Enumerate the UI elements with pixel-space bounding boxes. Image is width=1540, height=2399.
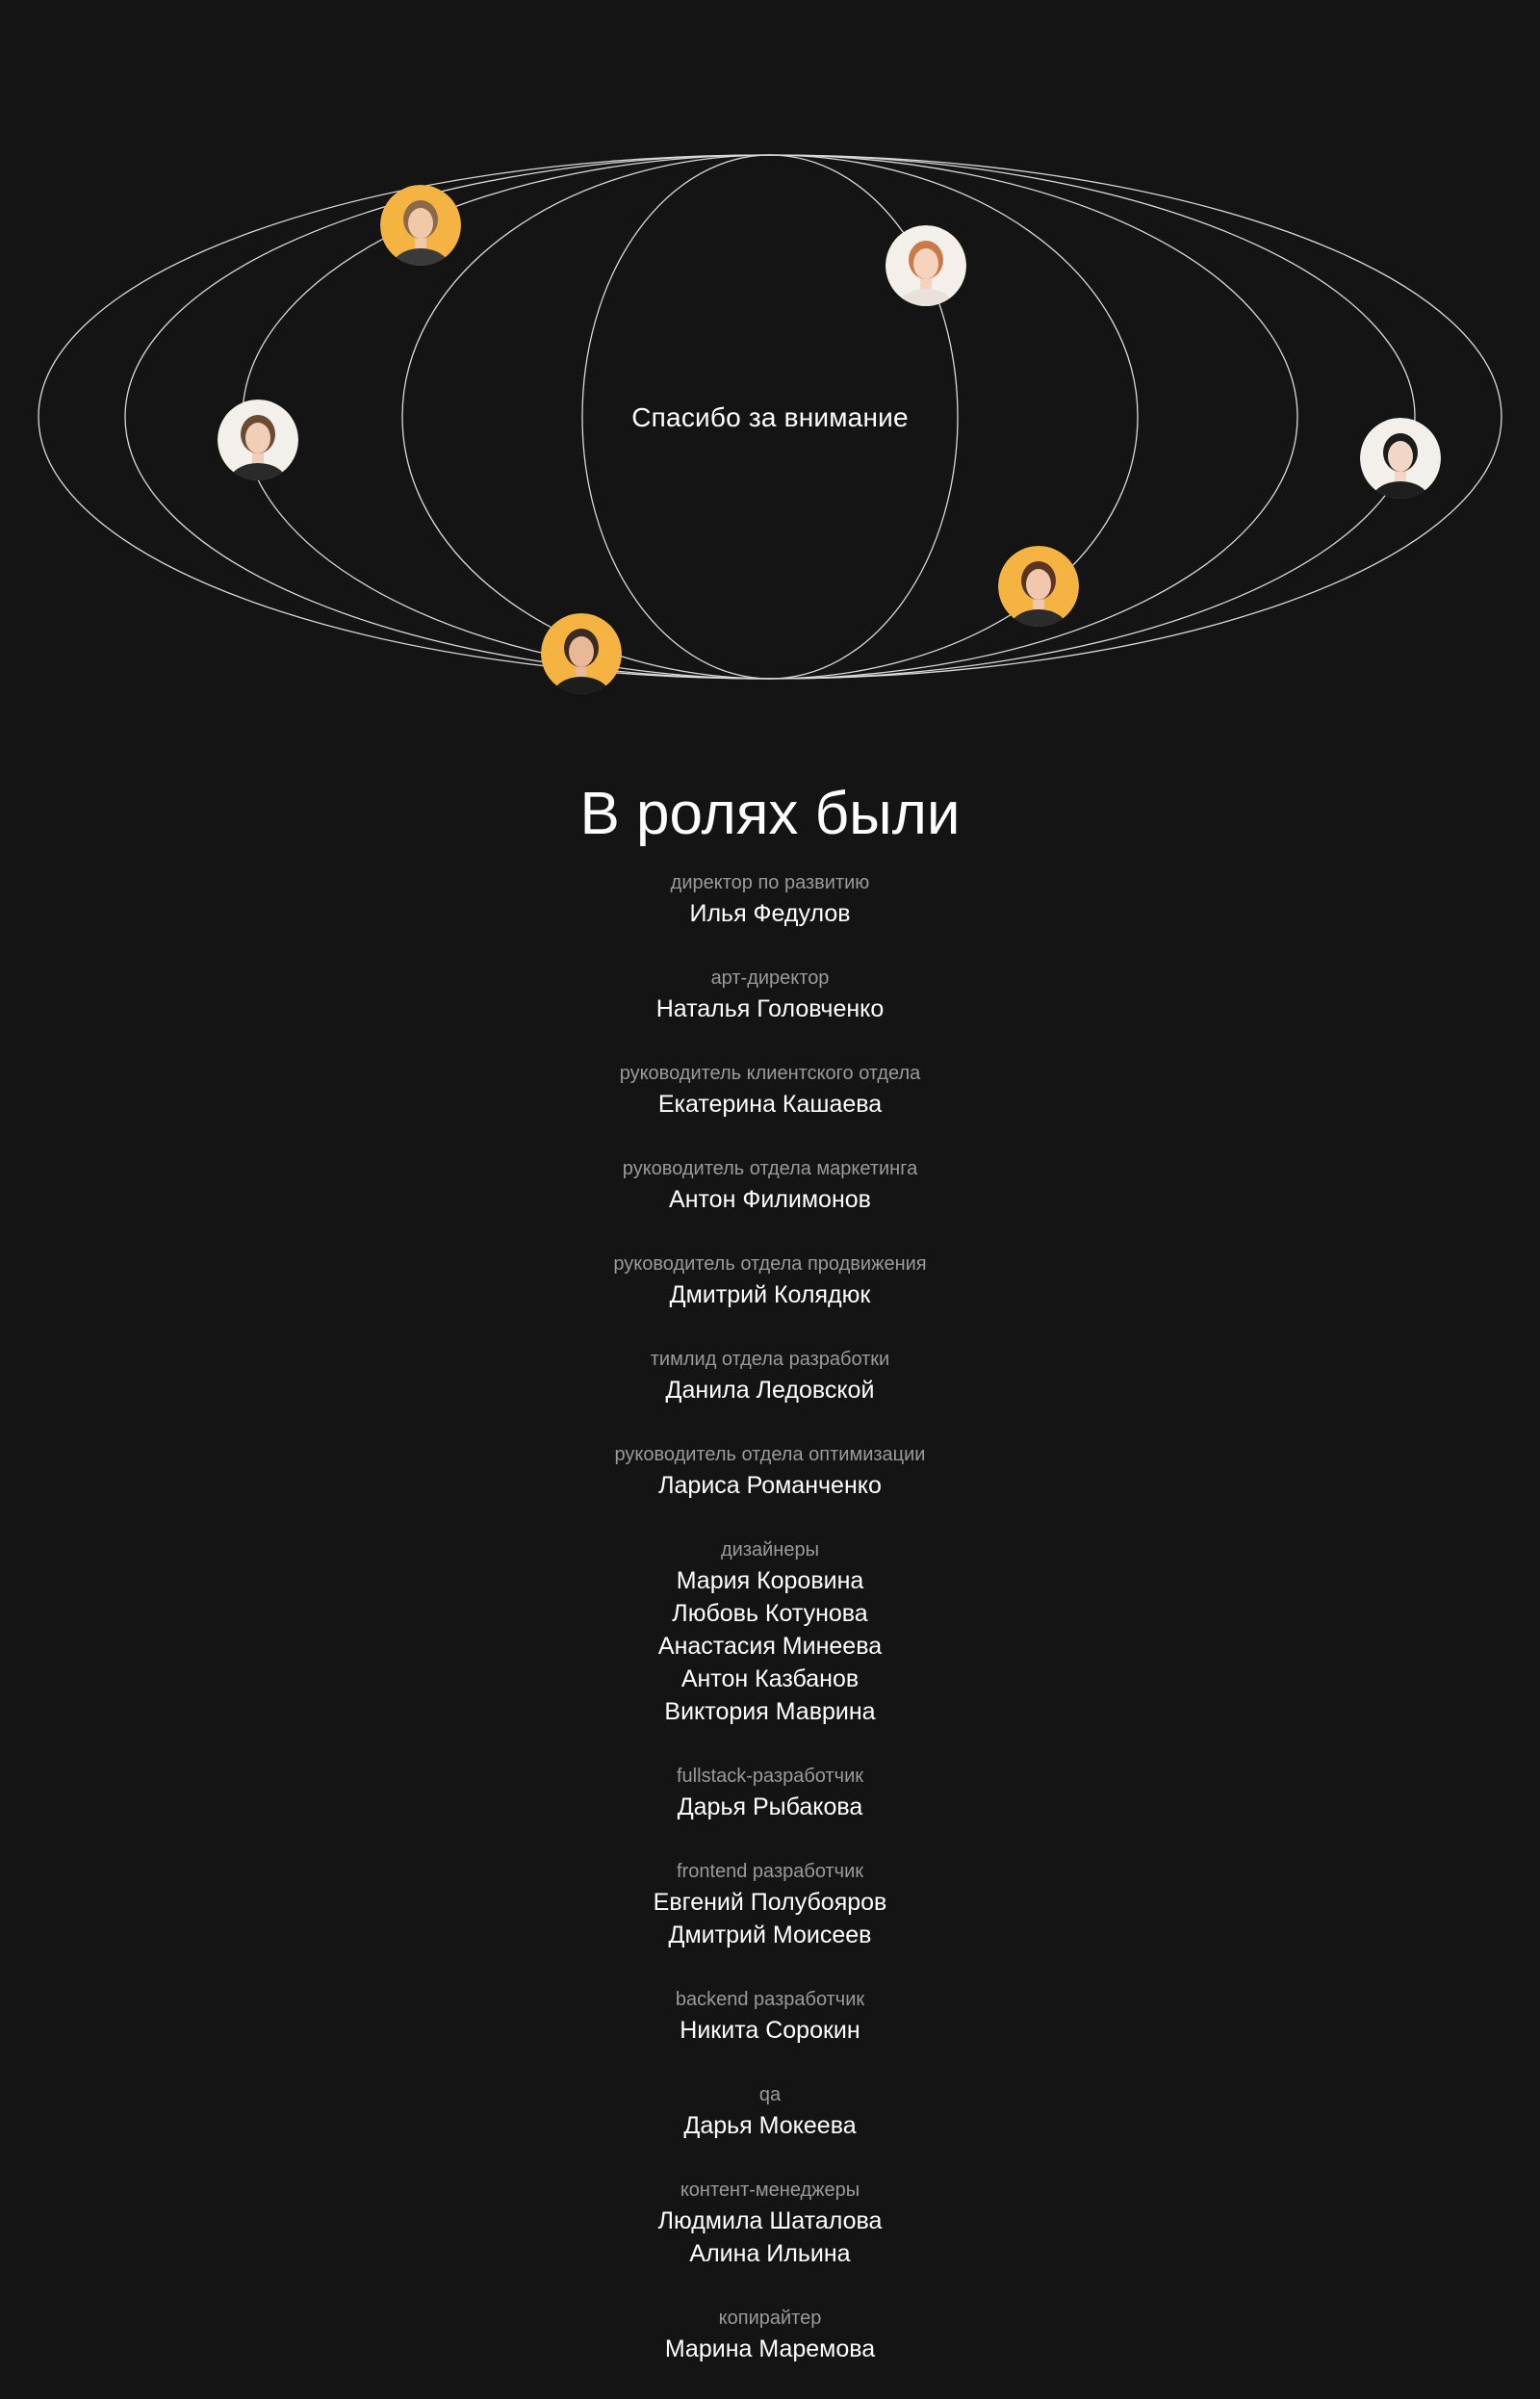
person-name: Илья Федулов (689, 900, 851, 927)
avatar-photo (998, 546, 1079, 627)
person-name: Екатерина Кашаева (657, 1091, 883, 1118)
person-name: Наталья Головченко (655, 995, 885, 1022)
role-label: backend разработчик (675, 1989, 865, 2010)
person-name: Антон Филимонов (669, 1186, 871, 1213)
credit-entry (0, 868, 1540, 930)
role-label: руководитель отдела продвижения (613, 1253, 927, 1275)
person-name: Евгений Полубояров (653, 1889, 887, 1916)
person-portrait-icon (886, 225, 966, 306)
role-label: frontend разработчик (676, 1861, 864, 1882)
credit-entry (0, 2176, 1540, 2270)
person-name: Виктория Маврина (664, 1698, 876, 1725)
avatar-photo (886, 225, 966, 306)
credit-entry (0, 1985, 1540, 2047)
person-name: Алина Ильина (689, 2240, 851, 2267)
person-name: Дарья Мокеева (683, 2112, 857, 2139)
person-name: Лариса Романченко (658, 1472, 882, 1499)
person-name: Дарья Рыбакова (677, 1793, 863, 1820)
credit-entry (0, 2304, 1540, 2365)
person-portrait-icon (218, 400, 298, 480)
person-portrait-icon (1360, 418, 1441, 499)
credit-entry (0, 1535, 1540, 1728)
role-label: контент-менеджеры (680, 2180, 860, 2201)
credits-section (0, 770, 1540, 2399)
avatar-photo (541, 613, 622, 694)
person-name: Данила Ледовской (665, 1377, 875, 1404)
person-portrait-icon (380, 185, 461, 266)
person-name: Никита Сорокин (680, 2017, 860, 2044)
credit-entry (0, 1345, 1540, 1406)
role-label: fullstack-разработчик (677, 1766, 863, 1787)
thank-you-text: Спасибо за внимание (631, 402, 909, 432)
person-name: Марина Маремова (664, 2335, 876, 2362)
role-label: руководитель отдела маркетинга (622, 1158, 918, 1179)
person-name: Дмитрий Колядюк (669, 1281, 871, 1308)
person-name: Антон Казбанов (680, 1665, 860, 1692)
role-label: дизайнеры (721, 1539, 819, 1561)
role-label: руководитель отдела оптимизации (614, 1444, 926, 1465)
avatar-photo (1360, 418, 1441, 499)
credits-list (0, 868, 1540, 2365)
orbit-illustration (0, 0, 1540, 732)
person-name: Людмила Шаталова (657, 2207, 883, 2234)
role-label: тимлид отдела разработки (650, 1349, 890, 1370)
person-name: Любовь Котунова (672, 1600, 868, 1627)
credit-entry (0, 1857, 1540, 1951)
credit-entry (0, 1059, 1540, 1121)
person-name: Анастасия Минеева (657, 1633, 883, 1660)
credit-entry (0, 1250, 1540, 1311)
credit-entry (0, 1762, 1540, 1823)
role-label: арт-директор (710, 967, 830, 989)
role-label: qa (758, 2084, 782, 2105)
orbit-rings (0, 0, 1540, 732)
role-label: копирайтер (718, 2308, 822, 2329)
person-portrait-icon (541, 613, 622, 694)
credit-entry (0, 1440, 1540, 1502)
avatar-photo (218, 400, 298, 480)
credits-title: В ролях были (579, 781, 961, 847)
role-label: директор по развитию (670, 872, 870, 893)
person-name: Дмитрий Моисеев (668, 1922, 872, 1948)
person-name: Мария Коровина (676, 1567, 864, 1594)
role-label: руководитель клиентского отдела (619, 1063, 921, 1084)
person-portrait-icon (998, 546, 1079, 627)
avatar-photo (380, 185, 461, 266)
credit-entry (0, 1154, 1540, 1216)
credit-entry (0, 2080, 1540, 2142)
credit-entry (0, 964, 1540, 1025)
